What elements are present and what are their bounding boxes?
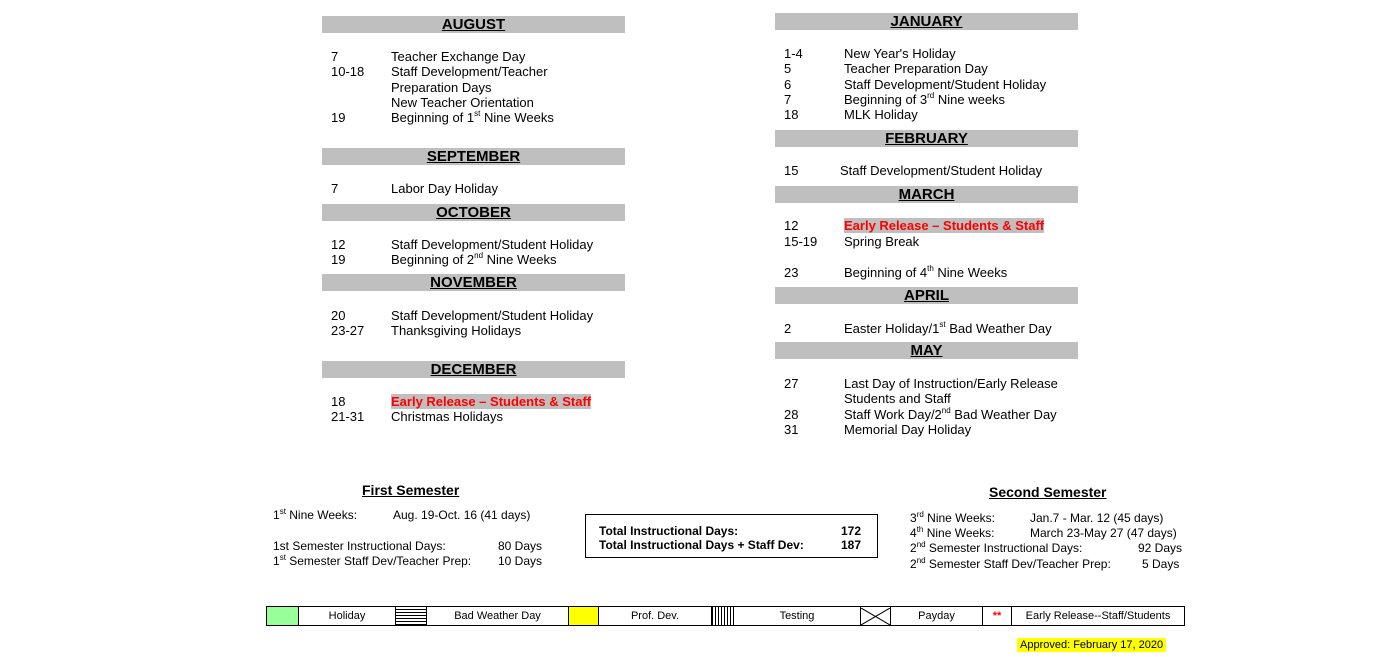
payday-swatch xyxy=(861,607,891,625)
totals-box xyxy=(585,514,878,558)
total-instructional-value: 172 xyxy=(840,524,861,538)
legend-early-release-label: Early Release--Staff/Students xyxy=(1025,610,1171,622)
month-header-march: MARCH xyxy=(775,186,1078,203)
legend-holiday-label: Holiday xyxy=(299,607,396,625)
early-release-highlight: Early Release – Students & Staff xyxy=(391,394,592,409)
legend-bar xyxy=(266,606,1185,626)
month-header-september: SEPTEMBER xyxy=(322,148,625,165)
month-header-april: APRIL xyxy=(775,287,1078,304)
month-header-may: MAY xyxy=(775,342,1078,359)
total-staff-label: Total Instructional Days + Staff Dev: xyxy=(599,538,804,552)
month-header-august: AUGUST xyxy=(322,16,625,33)
month-header-january: JANUARY xyxy=(775,13,1078,30)
early-release-marker: ** xyxy=(983,607,1012,625)
holiday-swatch xyxy=(267,607,299,625)
second-semester-title: Second Semester xyxy=(989,484,1107,500)
total-staff-value: 187 xyxy=(840,538,861,552)
prof-dev-swatch xyxy=(569,607,599,625)
approved-date: Approved: February 17, 2020 xyxy=(1017,638,1166,652)
early-release-highlight: Early Release – Students & Staff xyxy=(844,218,1045,233)
legend-payday-label: Payday xyxy=(891,607,983,625)
first-semester-title: First Semester xyxy=(362,482,460,498)
legend-bad-weather-label: Bad Weather Day xyxy=(427,607,569,625)
payday-cross-icon xyxy=(861,608,890,625)
testing-swatch xyxy=(712,607,734,625)
month-header-october: OCTOBER xyxy=(322,204,625,221)
legend-prof-dev-label: Prof. Dev. xyxy=(599,607,712,625)
bad-weather-swatch xyxy=(396,607,427,625)
total-instructional-label: Total Instructional Days: xyxy=(599,524,739,538)
legend-testing-label: Testing xyxy=(734,607,861,625)
month-header-november: NOVEMBER xyxy=(322,274,625,291)
month-header-december: DECEMBER xyxy=(322,361,625,378)
month-header-february: FEBRUARY xyxy=(775,130,1078,147)
